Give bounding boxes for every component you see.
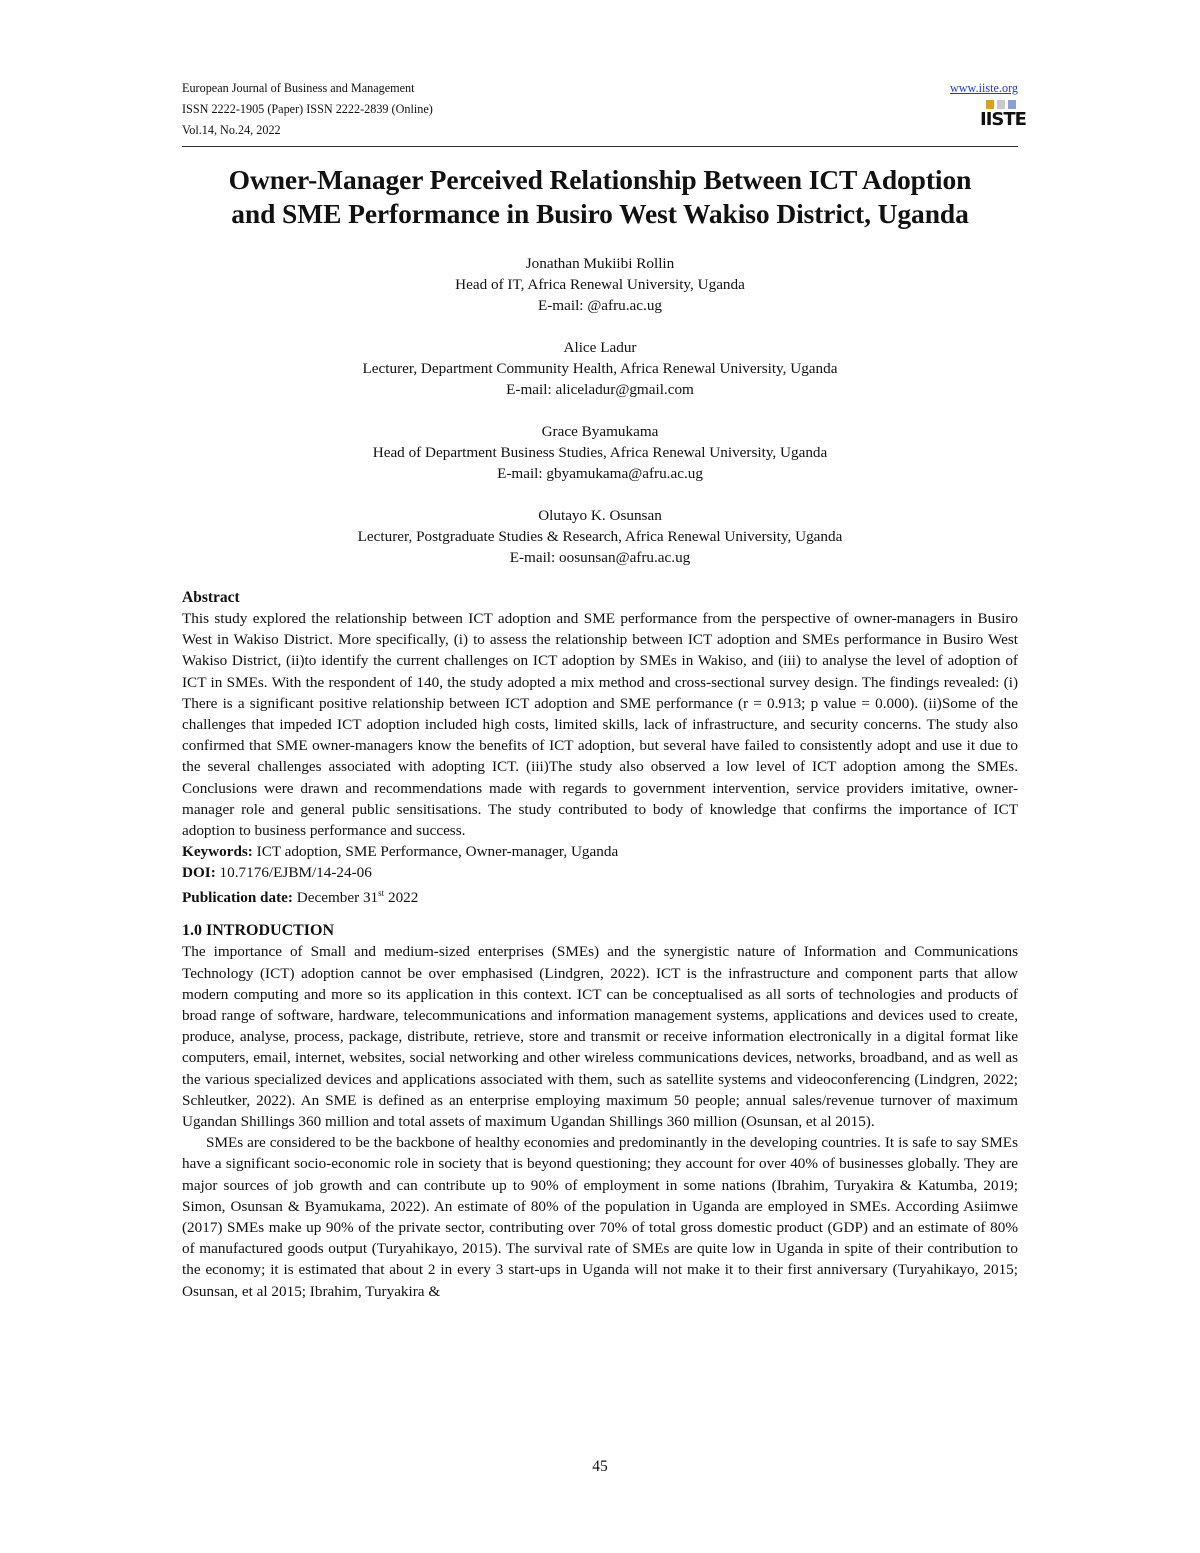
author-name: Olutayo K. Osunsan xyxy=(538,507,662,524)
author-affiliation: Lecturer, Department Community Health, Africa Renewal University, Uganda xyxy=(362,360,838,377)
iiste-logo xyxy=(980,100,1026,140)
doi-line xyxy=(182,862,1018,883)
header-divider xyxy=(182,146,1018,147)
abstract-section xyxy=(182,587,1018,841)
pubdate-ordinal: st xyxy=(378,888,385,899)
logo-block xyxy=(997,100,1005,109)
keywords-value: ICT adoption, SME Performance, Owner-manager, Uganda xyxy=(252,843,619,861)
journal-header xyxy=(182,78,1026,144)
page-number: 45 xyxy=(592,1458,608,1475)
author-affiliation: Lecturer, Postgraduate Studies & Research, Africa Renewal University, Uganda xyxy=(357,528,843,545)
logo-block xyxy=(986,100,994,109)
journal-volume: Vol.14, No.24, 2022 xyxy=(182,123,281,137)
journal-issn: ISSN 2222-1905 (Paper) ISSN 2222-2839 (Online) xyxy=(182,102,433,116)
author-email: E-mail: aliceladur@gmail.com xyxy=(506,381,694,398)
author-email: E-mail: oosunsan@afru.ac.ug xyxy=(509,549,691,566)
author-block xyxy=(182,253,1018,316)
doi-label: DOI: xyxy=(182,864,216,882)
author-block xyxy=(182,337,1018,400)
author-name: Grace Byamukama xyxy=(541,423,659,440)
author-block xyxy=(182,421,1018,484)
author-email: E-mail: @afru.ac.ug xyxy=(537,297,663,314)
keywords-label: Keywords: xyxy=(182,843,253,861)
doi-value: 10.7176/EJBM/14-24-06 xyxy=(215,864,372,882)
paper-metadata xyxy=(182,841,1018,908)
pubdate-label: Publication date: xyxy=(182,889,293,907)
title-line-2: and SME Performance in Busiro West Wakiso District, Uganda xyxy=(231,198,969,229)
pubdate-line xyxy=(182,883,1018,908)
author-affiliation: Head of IT, Africa Renewal University, Uganda xyxy=(455,276,745,293)
keywords-line xyxy=(182,841,1018,862)
pubdate-value: December 31 xyxy=(292,889,379,907)
journal-url-link[interactable]: www.iiste.org xyxy=(949,81,1018,95)
pubdate-year: 2022 xyxy=(384,889,419,907)
introduction-paragraph-2: SMEs are considered to be the backbone of healthy economies and predominantly in the developing countries. It is safe to say SMEs have a significant socio-economic role in society that is beyond questioning; they account for over 40% of businesses globally. They are major sources of job growth and can contribute up to 90% of employment in some nations (Ibrahim, Turyakira & Katumba, 2019; Simon, Osunsan & Byamukama, 2022). An estimate of 80% of the population in Uganda are employed in SMEs. According Asiimwe (2017) SMEs make up 90% of the private sector, contributing over 70% of total gross domestic product (GDP) and an estimate of 80% of manufactured goods output (Turyahikayo, 2015). The survival rate of SMEs are quite low in Uganda in spite of their contribution to the economy; it is estimated that about 2 in every 3 start-ups in Uganda will not make it to their first anniversary (Turyahikayo, 2015; Osunsan, et al 2015; Ibrahim, Turyakira & xyxy=(182,1134,1018,1300)
author-block xyxy=(182,505,1018,568)
author-name: Alice Ladur xyxy=(563,339,637,356)
author-email: E-mail: gbyamukama@afru.ac.ug xyxy=(497,465,703,482)
abstract-heading: Abstract xyxy=(182,589,240,606)
author-affiliation: Head of Department Business Studies, Africa Renewal University, Uganda xyxy=(372,444,828,461)
introduction-section xyxy=(182,920,1018,1301)
paper-title xyxy=(182,163,1018,231)
logo-block xyxy=(1008,100,1016,109)
logo-text: IISTE xyxy=(980,109,1026,130)
introduction-paragraph-1: The importance of Small and medium-sized enterprises (SMEs) and the synergistic nature of Information and Communications Technology (ICT) adoption cannot be over emphasised (Lindgren, 2022). ICT is the infrastructure and component parts that allow modern computing and more so its application in this context. ICT can be conceptualised as all sorts of technologies and products of broad range of software, hardware, telecommunications and information management systems, applications and devices used to create, produce, analyse, process, package, distribute, retrieve, store and transmit or receive information electronically in a digital format like computers, email, internet, websites, social networking and other wireless communications devices, networks, broadband, and as well as the various specialized devices and applications associated with them, such as satellite systems and videoconferencing (Lindgren, 2022; Schleutker, 2022). An SME is defined as an enterprise employing maximum 50 people; annual sales/revenue turnover of maximum Ugandan Shillings 360 million and total assets of maximum Ugandan Shillings 360 million (Osunsan, et al 2015). xyxy=(182,943,1018,1130)
abstract-text: This study explored the relationship between ICT adoption and SME performance from the perspective of owner-managers in Busiro West in Wakiso District. More specifically, (i) to assess the relationship between ICT adoption and SMEs performance in Busiro West Wakiso District, (ii)to identify the current challenges on ICT adoption by SMEs in Wakiso, and (iii) to analyse the level of adoption of ICT in SMEs. With the respondent of 140, the study adopted a mix method and cross-sectional survey design. The findings revealed: (i) There is a significant positive relationship between ICT adoption and SME performance (r = 0.913; p value = 0.000). (ii)Some of the challenges that impeded ICT adoption included high costs, limited skills, lack of infrastructure, and security concerns. The study also confirmed that SME owner-managers know the benefits of ICT adoption, but several have failed to consistently adopt and use it due to the several challenges associated with adopting ICT. (iii)The study also observed a low level of ICT adoption among the SMEs. Conclusions were drawn and recommendations made with regards to government intervention, service providers imitative, owner-manager role and general public sensitisations. The study contributed to body of knowledge that confirms the importance of ICT adoption to business performance and success. xyxy=(182,610,1018,840)
introduction-heading: 1.0 INTRODUCTION xyxy=(182,922,335,940)
journal-name: European Journal of Business and Management xyxy=(182,81,415,95)
title-line-1: Owner-Manager Perceived Relationship Between ICT Adoption xyxy=(228,164,972,195)
author-name: Jonathan Mukiibi Rollin xyxy=(525,255,675,272)
